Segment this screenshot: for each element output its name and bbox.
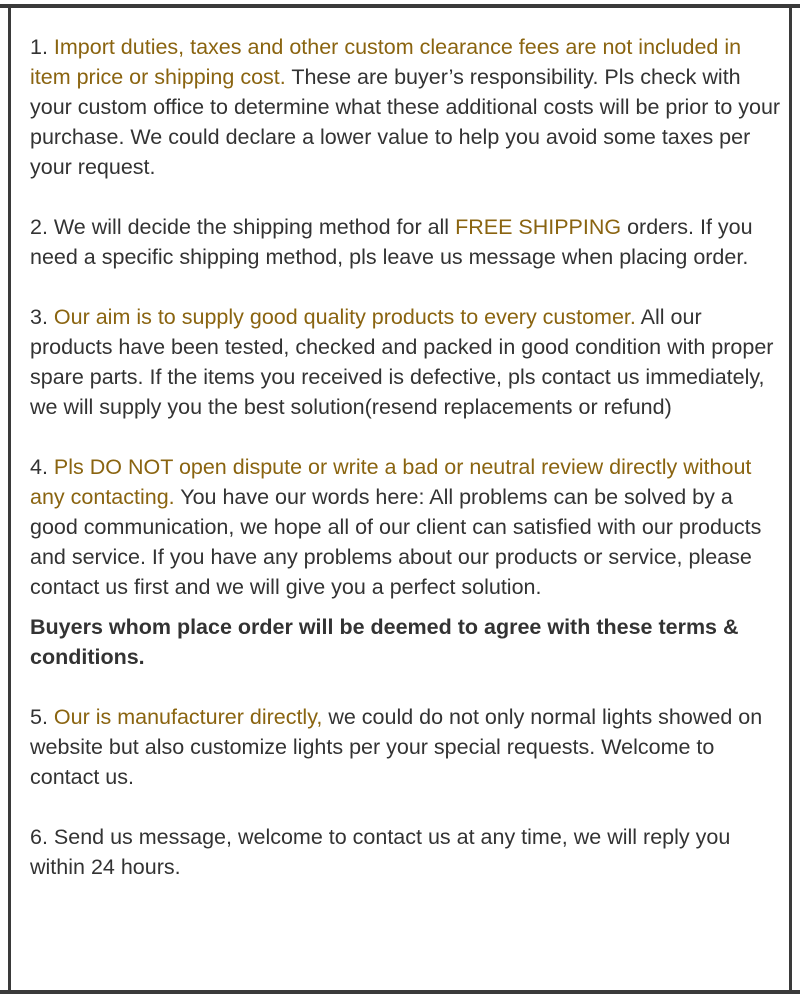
term-item-4 — [30, 452, 782, 602]
term-item-6 — [30, 822, 782, 882]
term-item-3 — [30, 302, 782, 422]
term-number: 1. — [30, 35, 54, 59]
term-pre-text: We will decide the shipping method for all — [53, 215, 456, 239]
term-highlight: Our is manufacturer directly, — [53, 705, 323, 729]
term-highlight: Import duties, taxes and other custom clearance fees are not included in item price or shipping cost. — [30, 35, 742, 89]
paragraph-spacer — [30, 182, 782, 212]
paragraph-spacer — [30, 422, 782, 452]
term-item-2 — [30, 212, 782, 272]
paragraph-spacer — [30, 272, 782, 302]
term-item-1 — [30, 32, 782, 182]
term-number: 4. — [30, 455, 54, 479]
terms-content — [30, 32, 782, 882]
frame-border-bottom — [0, 990, 800, 994]
paragraph-spacer — [30, 602, 782, 612]
paragraph-spacer — [30, 672, 782, 702]
agreement-notice: Buyers whom place order will be deemed to agree with these terms & conditions. — [30, 615, 739, 669]
term-text: we could do not only normal lights showed on website but also customize lights per your special requests. Welcome to contact us. — [30, 705, 763, 789]
term-number: 5. — [30, 705, 54, 729]
term-text: All our products have been tested, checked and packed in good condition with proper spare parts. If the items you received is defective, pls contact us immediately, we will supply you the best solution(resend replacements or refund) — [30, 305, 774, 419]
term-text: You have our words here: All problems can be solved by a good communication, we hope all of our client can satisfied with our products and service. If you have any problems about our products or service, please contact us first and we will give you a perfect solution. — [30, 485, 762, 599]
term-item-5 — [30, 702, 782, 792]
frame-border-left — [8, 4, 11, 994]
term-number: 3. — [30, 305, 54, 329]
frame-border-top — [0, 4, 800, 8]
frame-border-right — [789, 4, 792, 994]
term-number: 2. — [30, 215, 54, 239]
term-highlight: Pls DO NOT open dispute or write a bad or neutral review directly without any contacting. — [30, 455, 752, 509]
term-number: 6. — [30, 825, 54, 849]
term-highlight: FREE SHIPPING — [455, 215, 622, 239]
term-text: Send us message, welcome to contact us at any time, we will reply you within 24 hours. — [30, 825, 731, 879]
term-text: These are buyer’s responsibility. Pls check with your custom office to determine what these additional costs will be prior to your purchase. We could declare a lower value to help you avoid some taxes per your request. — [30, 65, 781, 179]
term-text: orders. If you need a specific shipping method, pls leave us message when placing order. — [30, 215, 753, 269]
paragraph-spacer — [30, 792, 782, 822]
term-highlight: Our aim is to supply good quality products to every customer. — [53, 305, 636, 329]
